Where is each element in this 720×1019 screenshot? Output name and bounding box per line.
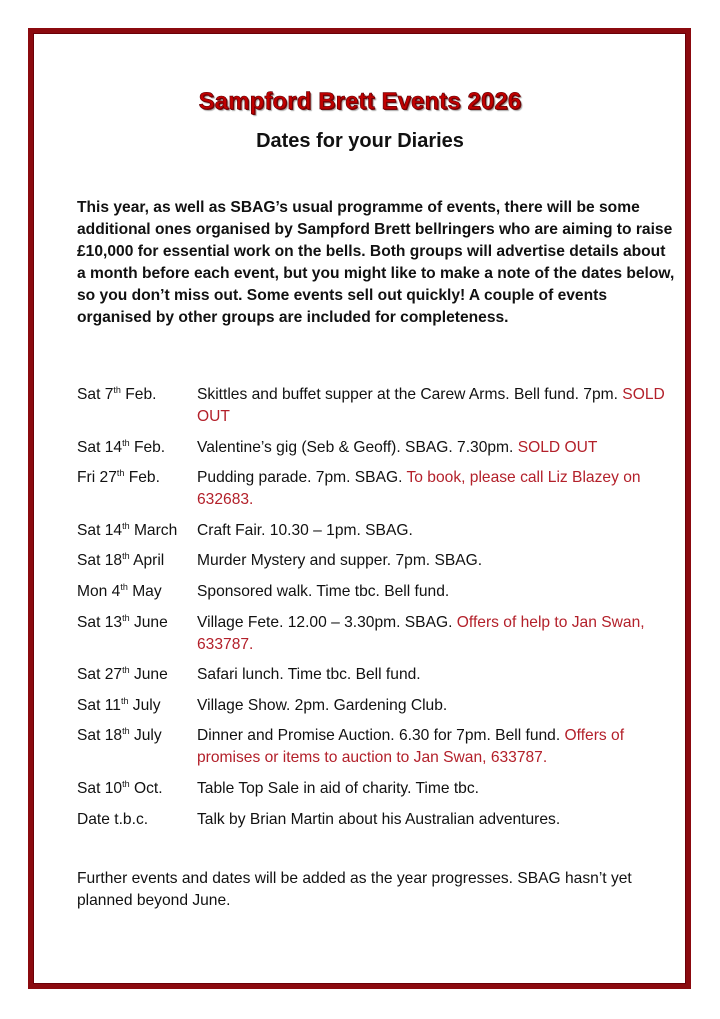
event-month: Feb.: [124, 469, 160, 487]
event-month: Feb.: [120, 386, 157, 403]
event-month: June: [129, 613, 168, 631]
event-date: [77, 725, 197, 769]
intro-paragraph: This year, as well as SBAG’s usual programme of events, there will be some additional ones organised by Sampford Brett bellringers who are aiming to raise £10,000 for essential work on the bells. Both groups will advertise details about a month before each event, but you might like to make a note of the dates below, so you don’t miss out. Some events sell out quickly! A couple of events organised by other groups are included for completeness.: [77, 199, 675, 326]
event-note: SOLD OUT: [517, 438, 598, 456]
event-day-suffix: th: [122, 665, 130, 676]
event-text: Table Top Sale in aid of charity. Time tbc.: [197, 779, 479, 797]
event-text: Skittles and buffet supper at the Carew Arms. Bell fund. 7pm.: [197, 386, 623, 403]
event-description: [197, 612, 677, 656]
event-text: Valentine’s gig (Seb & Geoff). SBAG. 7.30pm.: [197, 438, 518, 456]
event-row: [77, 437, 677, 459]
event-description: [197, 520, 677, 542]
event-date: [77, 778, 197, 800]
event-day: Sat 14: [77, 521, 123, 539]
event-month: May: [127, 582, 162, 600]
event-day: Sat 10: [77, 779, 123, 797]
event-row: [77, 809, 677, 831]
event-text: Safari lunch. Time tbc. Bell fund.: [197, 666, 421, 684]
event-row: [77, 695, 677, 717]
event-day: Mon 4: [77, 582, 121, 600]
event-row: [77, 384, 677, 428]
event-note: Offers of help to Jan Swan, 633787.: [197, 613, 645, 653]
page-title: Sampford Brett Events 2026: [198, 88, 522, 115]
event-date: [77, 809, 197, 831]
events-list: [77, 384, 677, 839]
event-day: Sat 11: [77, 696, 121, 714]
event-note: To book, please call Liz Blazey on 632683.: [197, 469, 641, 509]
event-day: Sat 14: [77, 438, 123, 456]
event-text: Village Fete. 12.00 – 3.30pm. SBAG.: [197, 613, 457, 631]
event-date: [77, 467, 197, 511]
event-month: July: [129, 727, 162, 745]
event-day-suffix: th: [122, 778, 130, 789]
event-description: [197, 437, 677, 459]
event-month: April: [129, 552, 165, 570]
event-day-suffix: th: [120, 695, 129, 706]
event-date: [77, 520, 197, 542]
event-day: Sat 18: [77, 552, 123, 570]
event-text: Murder Mystery and supper. 7pm. SBAG.: [197, 552, 483, 570]
event-note: SOLD OUT: [197, 386, 665, 425]
event-note: Offers of promises or items to auction to Jan Swan, 633787.: [197, 727, 625, 767]
page-subtitle: Dates for your Diaries: [256, 130, 464, 152]
event-month: Oct.: [129, 779, 163, 797]
event-row: [77, 664, 677, 686]
event-row: [77, 467, 677, 511]
event-day: Sat 13: [77, 613, 123, 631]
event-day-suffix: th: [122, 437, 130, 448]
event-day: Sat 7: [77, 386, 114, 403]
event-month: March: [129, 521, 178, 539]
event-description: [197, 695, 677, 717]
event-date: [77, 550, 197, 572]
event-row: [77, 612, 677, 656]
event-description: [197, 581, 677, 603]
event-day-suffix: th: [122, 726, 130, 737]
event-day-suffix: th: [122, 520, 130, 531]
event-description: [197, 778, 677, 800]
event-month: June: [129, 666, 168, 684]
event-text: Dinner and Promise Auction. 6.30 for 7pm. Bell fund.: [197, 727, 565, 745]
event-day: Date t.b.c.: [77, 810, 149, 828]
event-day: Sat 27: [77, 666, 123, 684]
event-text: Village Show. 2pm. Gardening Club.: [197, 696, 448, 714]
event-day-suffix: th: [122, 551, 130, 562]
event-description: [197, 384, 677, 428]
event-description: [197, 725, 677, 769]
footer-note: Further events and dates will be added as the year progresses. SBAG hasn’t yet planned beyond June.: [77, 870, 632, 909]
event-date: [77, 384, 197, 428]
event-text: Craft Fair. 10.30 – 1pm. SBAG.: [197, 521, 413, 539]
event-day: Sat 18: [77, 727, 123, 745]
event-day: Fri 27: [77, 469, 117, 487]
event-row: [77, 778, 677, 800]
event-date: [77, 437, 197, 459]
event-month: July: [128, 696, 161, 714]
event-month: Feb.: [129, 438, 166, 456]
event-day-suffix: th: [113, 385, 121, 395]
event-row: [77, 725, 677, 769]
event-row: [77, 581, 677, 603]
event-row: [77, 550, 677, 572]
event-description: [197, 550, 677, 572]
event-text: Talk by Brian Martin about his Australian adventures.: [197, 810, 561, 828]
event-description: [197, 664, 677, 686]
event-row: [77, 520, 677, 542]
event-description: [197, 809, 677, 831]
event-date: [77, 695, 197, 717]
event-day-suffix: th: [122, 612, 130, 623]
event-text: Pudding parade. 7pm. SBAG.: [197, 469, 407, 487]
event-date: [77, 612, 197, 656]
event-day-suffix: th: [116, 468, 125, 479]
event-date: [77, 664, 197, 686]
event-date: [77, 581, 197, 603]
event-description: [197, 467, 677, 511]
event-text: Sponsored walk. Time tbc. Bell fund.: [197, 582, 450, 600]
event-day-suffix: th: [120, 581, 128, 592]
